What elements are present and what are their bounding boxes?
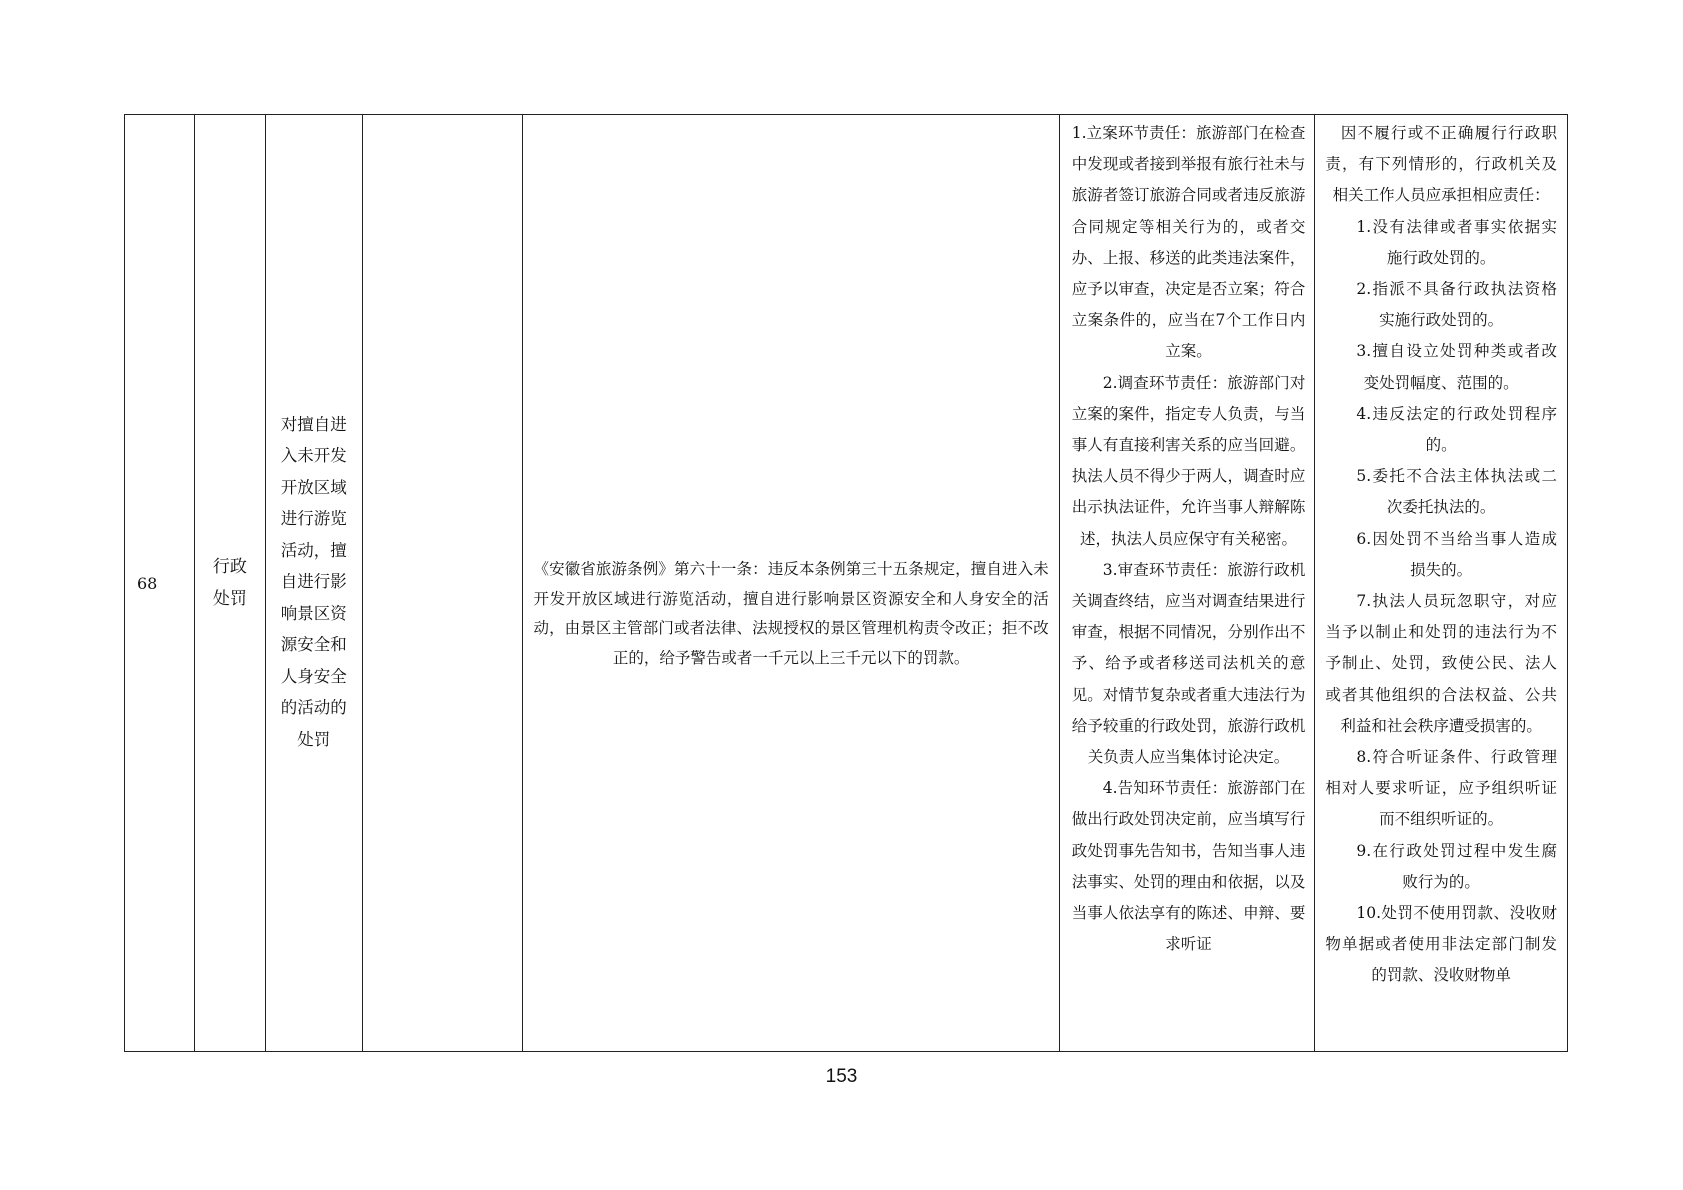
accountability-item: 8.符合听证条件、行政管理相对人要求听证，应予组织听证而不组织听证的。 [1325, 748, 1557, 829]
accountability-item: 7.执法人员玩忽职守，对应当予以制止和处罚的违法行为不予制止、处罚，致使公民、法人或者其他组织的合法权益、公共利益和社会秩序遭受损害的。 [1325, 592, 1557, 735]
item-name: 对擅自进入未开发开放区域进行游览活动，擅自进行影响景区资源安全和人身安全的活动的处罚 [280, 414, 347, 749]
accountability-cell [1315, 115, 1567, 1051]
basis-cell [523, 115, 1059, 1051]
accountability-item: 1.没有法律或者事实依据实施行政处罚的。 [1356, 217, 1557, 267]
sub-item-cell [363, 115, 524, 1051]
duty-item: 2.调查环节责任：旅游部门对立案的案件，指定专人负责，与当事人有直接利害关系的应当回避。执法人员不得少于两人，调查时应出示执法证件，允许当事人辩解陈述，执法人员应保守有关秘密。 [1071, 373, 1306, 548]
accountability-item: 4.违反法定的行政处罚程序的。 [1356, 404, 1557, 455]
accountability-intro: 因不履行或不正确履行行政职责，有下列情形的，行政机关及相关工作人员应承担相应责任： [1325, 124, 1557, 205]
legal-basis: 《安徽省旅游条例》第六十一条：违反本条例第三十五条规定，擅自进入未开发开放区域进行游览活动，擅自进行影响景区资源安全和人身安全的活动，由景区主管部门或者法律、法规授权的景区管理机构责令改正；拒不改正的，给予警告或者一千元以上三千元以下的罚款。 [533, 560, 1049, 667]
item-name-cell [266, 115, 363, 1051]
row-number: 68 [137, 573, 158, 593]
duty-item: 3.审查环节责任：旅游行政机关调查终结，应当对调查结果进行审查，根据不同情况，分别作出不予、给予或者移送司法机关的意见。对情节复杂或者重大违法行为给予较重的行政处罚，旅游行政机关负责人应当集体讨论决定。 [1071, 560, 1306, 767]
accountability-item: 10.处罚不使用罚款、没收财物单据或者使用非法定部门制发的罚款、没收财物单 [1325, 904, 1557, 985]
power-list-table [124, 114, 1568, 1052]
duty-cell [1060, 115, 1316, 1051]
accountability-item: 3.擅自设立处罚种类或者改变处罚幅度、范围的。 [1356, 342, 1557, 392]
accountability-list [1315, 115, 1567, 992]
number-cell [125, 115, 195, 1051]
duty-list [1060, 115, 1315, 960]
type-cell [195, 115, 266, 1051]
accountability-item: 9.在行政处罚过程中发生腐败行为的。 [1356, 841, 1557, 891]
duty-item: 1.立案环节责任：旅游部门在检查中发现或者接到举报有旅行社未与旅游者签订旅游合同或者违反旅游合同规定等相关行为的，或者交办、上报、移送的此类违法案件，应予以审查，决定是否立案；符合立案条件的，应当在7个工作日内立案。 [1071, 124, 1306, 361]
power-type: 行政处罚 [212, 557, 247, 609]
accountability-item: 6.因处罚不当给当事人造成损失的。 [1356, 529, 1557, 579]
page-number: 153 [825, 1066, 858, 1087]
accountability-item: 5.委托不合法主体执法或二次委托执法的。 [1356, 467, 1557, 517]
duty-item: 4.告知环节责任：旅游部门在做出行政处罚决定前，应当填写行政处罚事先告知书，告知当事人违法事实、处罚的理由和依据，以及当事人依法享有的陈述、申辩、要求听证 [1071, 779, 1306, 954]
accountability-item: 2.指派不具备行政执法资格实施行政处罚的。 [1356, 280, 1557, 330]
